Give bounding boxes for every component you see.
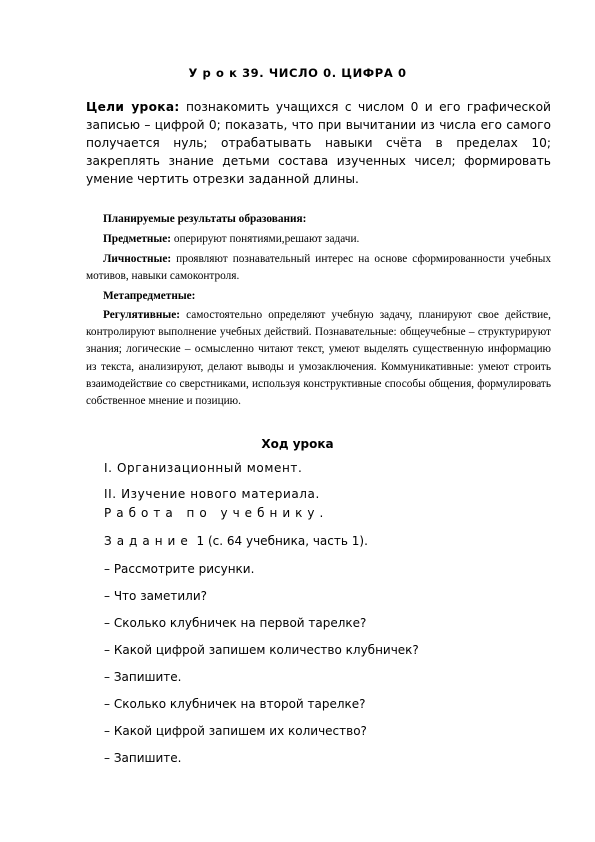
question-item: – Сколько клубничек на второй тарелке? <box>104 697 366 711</box>
question-item: – Какой цифрой запишем их количество? <box>104 724 367 738</box>
question-item: – Какой цифрой запишем количество клубничек? <box>104 643 419 657</box>
section-organizational: I. Организационный момент. <box>104 461 303 475</box>
question-item: – Запишите. <box>104 751 182 765</box>
regulative-text: самостоятельно определяют учебную задачу, планируют свое действие, контролируют выполнение учебных действий. Познавательные: общеучебные – структурируют знания; логические – осмысленно читают текст, умеют выделять существенную информацию из текста, анализируют, делают выводы и умозаключения. Коммуникативные: умеют строить взаимодействие со сверстниками, используя конструктивные способы общения, формулировать собственное мнение и позицию. <box>86 309 551 408</box>
subject-text: оперируют понятиями,решают задачи. <box>171 233 360 245</box>
textbook-work: Работа по учебнику. <box>104 506 329 520</box>
lesson-title: У р о к 39. ЧИСЛО 0. ЦИФРА 0 <box>188 66 407 80</box>
subject-results <box>86 231 551 248</box>
lesson-goals <box>86 98 551 188</box>
task-line <box>104 534 368 548</box>
task-text: 1 (с. 64 учебника, часть 1). <box>192 534 368 548</box>
question-item: – Запишите. <box>104 670 182 684</box>
lesson-progress-heading: Ход урока <box>261 437 334 451</box>
personal-results <box>86 251 551 285</box>
regulative-label: Регулятивные: <box>103 309 180 321</box>
question-item: – Сколько клубничек на первой тарелке? <box>104 616 367 630</box>
subject-label: Предметные: <box>103 233 172 245</box>
regulative-results <box>86 307 551 410</box>
question-item: – Рассмотрите рисунки. <box>104 562 255 576</box>
meta-heading <box>86 288 551 305</box>
results-heading <box>86 211 551 228</box>
meta-heading-text: Метапредметные: <box>103 290 196 302</box>
goals-text: познакомить учащихся с числом 0 и его графической записью – цифрой 0; показать, что при вычитании из числа его самого получается нуль; отрабатывать навыки счёта в пределах 10; закреплять знание детьми состава изученных чисел; формировать умение чертить отрезки заданной длины. <box>86 100 551 186</box>
personal-label: Личностные: <box>103 253 172 265</box>
personal-text: проявляют познавательный интерес на основе сформированности учебных мотивов, навыки самоконтроля. <box>86 253 551 283</box>
goals-label: Цели урока: <box>86 100 180 114</box>
results-heading-text: Планируемые результаты образования: <box>103 213 307 225</box>
question-item: – Что заметили? <box>104 589 207 603</box>
task-label: Задание <box>104 534 193 548</box>
section-new-material: II. Изучение нового материала. <box>104 487 320 501</box>
